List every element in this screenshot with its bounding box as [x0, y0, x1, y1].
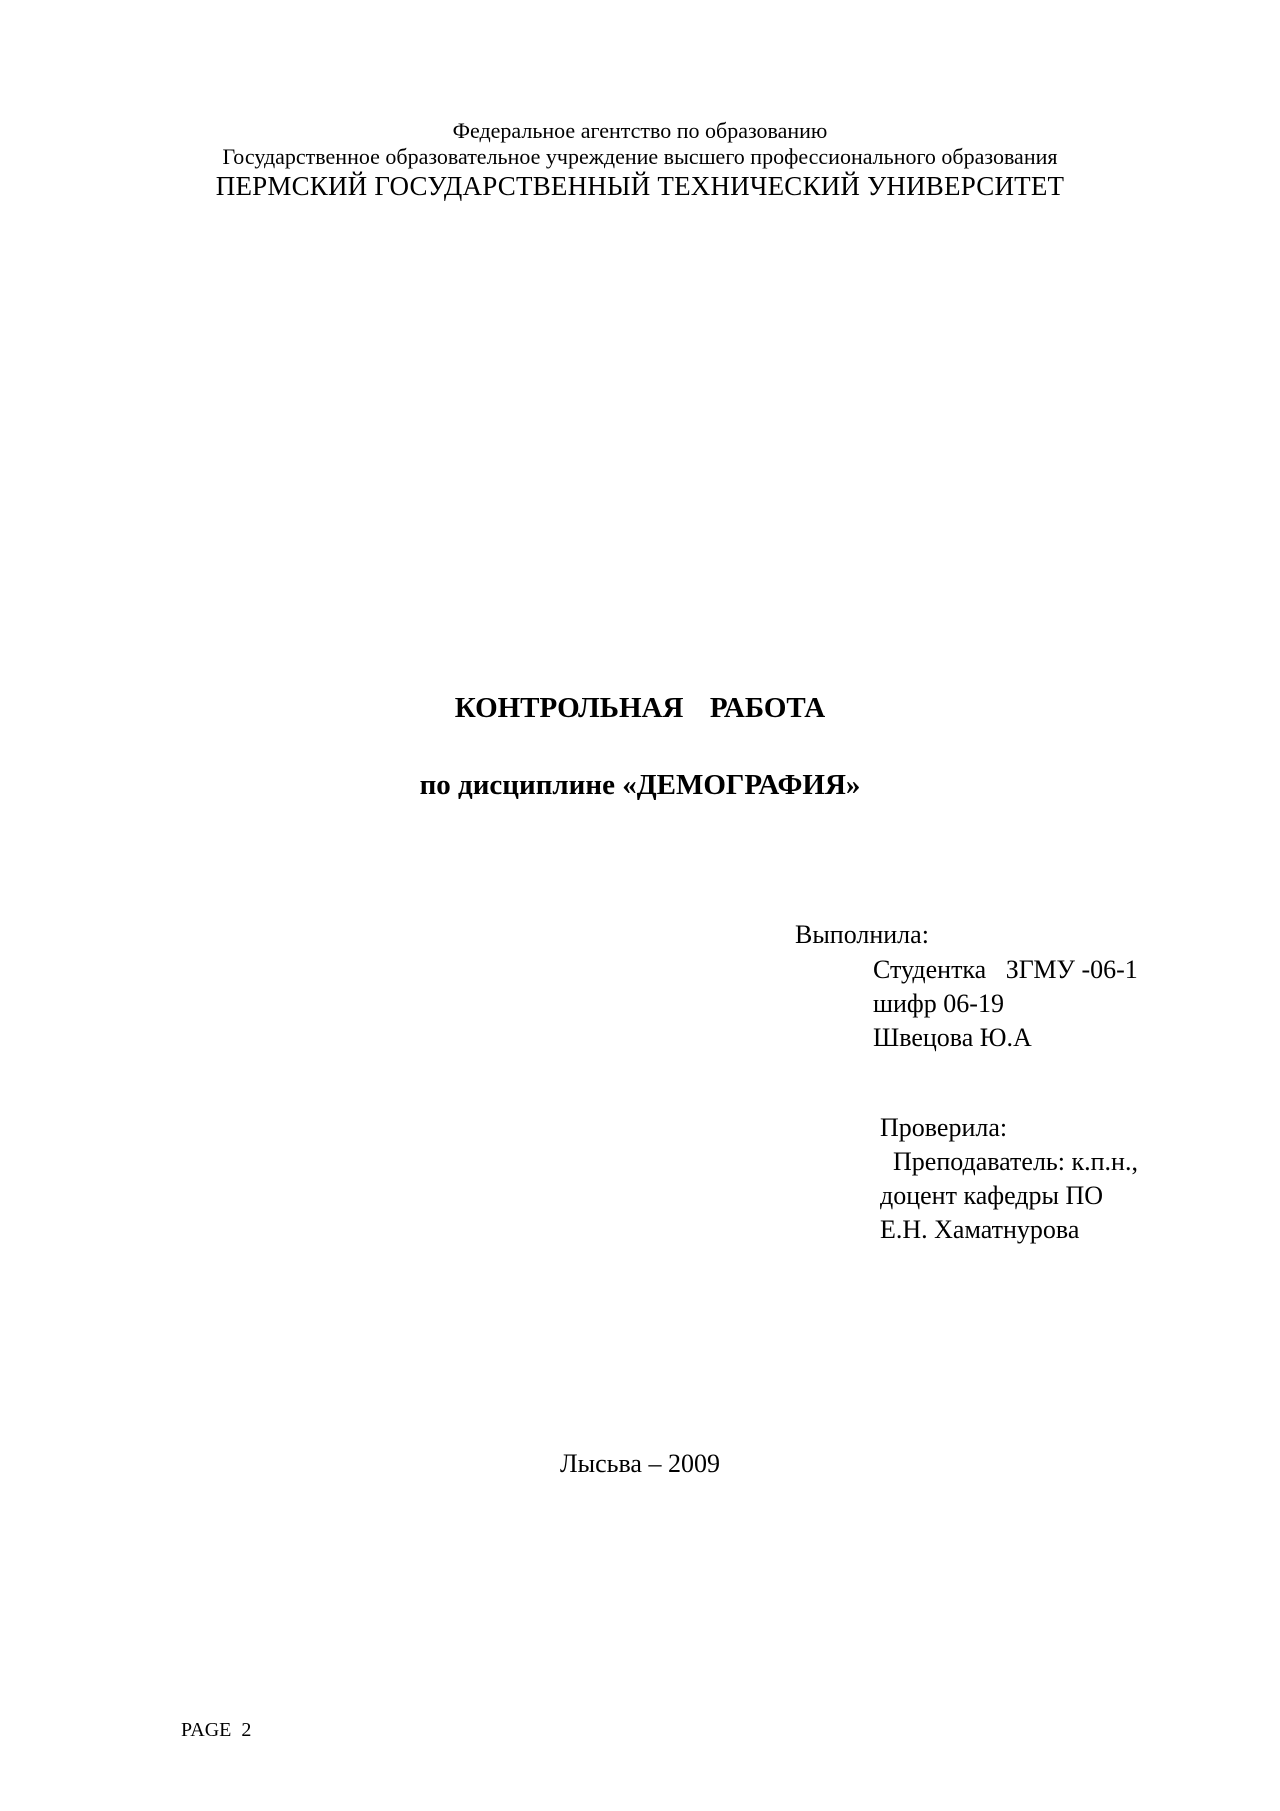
student-cipher: шифр 06-19	[873, 989, 1004, 1018]
city-year: Лысьва – 2009	[560, 1449, 720, 1478]
institution-line: Государственное образовательное учреждение высшего профессионального образования	[222, 144, 1058, 169]
teacher-name: Е.Н. Хаматнурова	[880, 1215, 1080, 1244]
performed-label: Выполнила:	[795, 920, 929, 949]
work-title: КОНТРОЛЬНАЯ РАБОТА	[454, 692, 826, 724]
university-line: ПЕРМСКИЙ ГОСУДАРСТВЕННЫЙ ТЕХНИЧЕСКИЙ УНИВЕРСИТЕТ	[215, 171, 1065, 201]
discipline-title: по дисциплине «ДЕМОГРАФИЯ»	[419, 769, 861, 801]
student-group: Студентка ЗГМУ -06-1	[873, 955, 1138, 984]
checked-label: Проверила:	[880, 1113, 1008, 1142]
teacher-degree: Преподаватель: к.п.н.,	[893, 1147, 1138, 1176]
student-name: Швецова Ю.А	[873, 1023, 1032, 1052]
teacher-position: доцент кафедры ПО	[880, 1181, 1104, 1210]
agency-line: Федеральное агентство по образованию	[452, 118, 828, 143]
page-number: PAGE 2	[181, 1719, 252, 1741]
